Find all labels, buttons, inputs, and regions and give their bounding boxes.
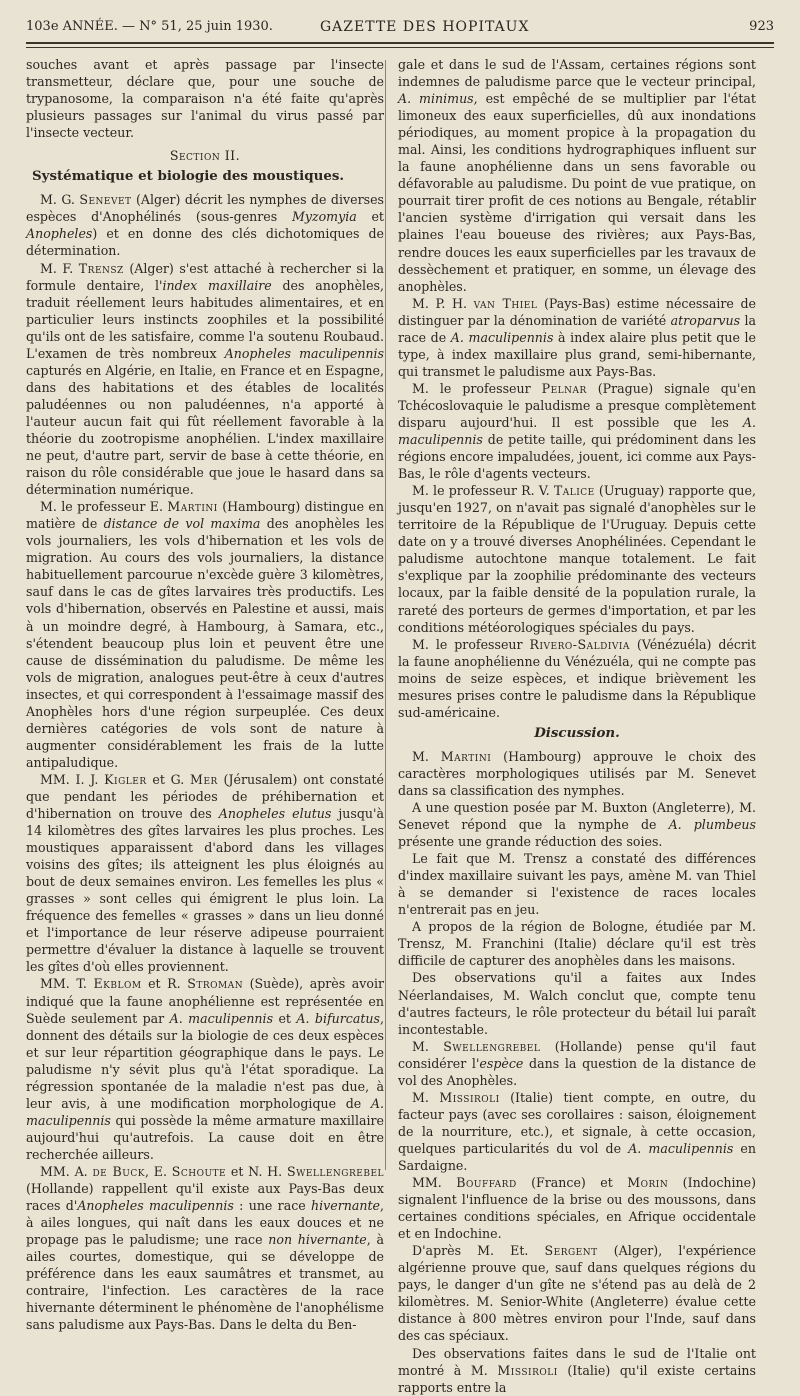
text-run: M. F. xyxy=(40,260,79,276)
italic-text: A. maculipennis xyxy=(169,1010,274,1026)
text-run: Mer xyxy=(190,771,218,787)
discussion-title: Discussion. xyxy=(534,724,620,741)
paragraph-van-thiel xyxy=(398,295,756,380)
text-run: Pelnar xyxy=(541,380,587,396)
text-run: (Jérusalem) ont constaté que pendant les périodes de préhibernation et d'hibernation on trouve des xyxy=(26,771,384,822)
text-run: en Sardaigne. xyxy=(398,1140,757,1173)
text-run: à index alaire plus petit que le type, à index maxillaire plus grand, semi-hibernante, qui transmet le paludisme aux Pays-Bas. xyxy=(398,329,757,379)
text-run: et N. H. xyxy=(226,1164,287,1179)
text-run: , est empêché de se multiplier par l'état limoneux des eaux superficielles, dû aux inondations périodiques, au moment propice à la propagation du mal. Ainsi, les conditions hydrographiques influent sur la faune anophélienne dans un sens favorable ou défavorable au paludisme. Du point de vue pratique, on pourrait tirer profit de ces notions au Bengale, rétablir l'ancien système d'irrigation qui versait dans les plaines l'eau boueuse des rivières; aux Pays-Bas, rendre douces les eaux superficielles par les travaux de dessèchement et pratiquer, en somme, un élevage des anophèles. xyxy=(398,91,756,294)
text-run: Martini xyxy=(440,748,492,764)
text-run: MM. xyxy=(412,1175,457,1191)
paragraph-martini xyxy=(26,498,384,771)
text-run: ) et en donne des clés dichotomiques de détermination. xyxy=(26,226,384,259)
italic-text: atroparvus xyxy=(670,312,741,328)
paragraph-continued: souches avant et après passage par l'insecte transmetteur, déclare que, pour une souche de trypanosome, la comparaison n'a été faite qu'après plusieurs passages sur l'animal du virus passé par l'insecte vecteur. xyxy=(26,57,384,141)
text-run: (Hollande) rappellent qu'il existe aux Pays-Bas deux races d' xyxy=(26,1181,384,1214)
page-header xyxy=(26,14,774,40)
paragraph-ekblom-stroman xyxy=(26,975,384,1163)
text-run: Missiroli xyxy=(497,1362,558,1378)
text-run: MM. I. J. xyxy=(40,771,105,787)
issue-info: 103e ANNÉE. — N° 51, 25 juin 1930. xyxy=(26,19,273,34)
text-run: Stroman xyxy=(187,976,244,992)
text-run: (Indochine) signalent l'influence de la brise ou des moussons, dans certaines conditions spéciales, en Afrique occidentale et en Indochine. xyxy=(398,1175,756,1242)
text-run: (Suède), après avoir indiqué que la faune anophélienne est représentée en Suède seulement par xyxy=(26,976,384,1026)
text-run: Missiroli xyxy=(439,1089,500,1105)
text-run: Swellengrebel xyxy=(286,1164,384,1179)
italic-text: Anopheles xyxy=(26,226,93,242)
text-run: M. G. xyxy=(40,192,80,208)
italic-text: A. plumbeus xyxy=(668,817,756,833)
text-run: des anophèles les vols journaliers, les vols d'hibernation et les vols de migration. Au cours des vols journaliers, la distance habituellement parcourue n'excède guère 3 kilomètres, sauf dans le cas de gîtes larvaires très productifs. Les vols d'hibernation, observés en Palestine et aussi, mais à un moindre degré, à Hambourg, à Samara, etc., s'étendent beaucoup plus loin et peuvent être une cause de dissémination du paludisme. De même les vols de migration, analogues peut-être à ceux d'autres insectes, et qui correspondent à l'essaimage massif des Anophèles hors d'une région surpeuplée. Ces deux dernières catégories de vols sont de nature à augmenter considérablement les frais de la lutte antipaludique. xyxy=(26,516,384,770)
italic-text: A. maculipennis xyxy=(450,329,554,345)
left-column xyxy=(26,56,384,1333)
text-run: : une race xyxy=(233,1198,311,1214)
paragraph-pelnar xyxy=(398,380,756,482)
text-run: M. P. H. xyxy=(412,295,474,311)
discussion-walch: Des observations qu'il a faites aux Indes Néerlandaises, M. Walch conclut que, compte tenu d'autres facteurs, le rôle protecteur du bétail lui paraît incontestable. xyxy=(398,970,756,1037)
text-run: Schoute xyxy=(171,1164,227,1179)
italic-text: distance de vol maxima xyxy=(103,516,261,532)
text-run: , à ailes longues, qui naît dans les eaux douces et ne propage pas le paludisme; une race xyxy=(26,1198,384,1248)
text-run: présente une grande réduction des soies. xyxy=(398,834,663,850)
text-run: dans la question de la distance de vol des Anophèles. xyxy=(398,1055,756,1088)
text-run: M. le professeur xyxy=(412,636,530,652)
text-run: MM. A. xyxy=(40,1164,93,1179)
italic-text: Anopheles maculipennis xyxy=(77,1198,234,1214)
text-run: (France) et xyxy=(516,1175,628,1191)
text-run: (Hambourg) approuve le choix des caractères morphologiques utilisés par M. Senevet dans sa classification des nymphes. xyxy=(398,748,757,798)
text-run: et xyxy=(273,1010,297,1026)
text-run: gale et dans le sud de l'Assam, certaines régions sont indemnes de paludisme parce que le vecteur principal, xyxy=(398,57,756,90)
paragraph-talice xyxy=(398,482,756,635)
italic-text: A. minimus xyxy=(398,91,474,107)
text-run: Ekblom xyxy=(93,976,142,992)
section-title: Section II. xyxy=(169,148,241,164)
italic-text: Anopheles elutus xyxy=(218,806,332,822)
text-run: van Thiel xyxy=(473,295,538,311)
italic-text: Anopheles maculipennis xyxy=(224,345,384,361)
text-run: , à ailes courtes, domestique, qui se développe de préférence dans les eaux saumâtres et transmet, au contraire, l'infection. Les caractères de la race hivernante déterminent le phénomène de l'anophélisme sans paludisme aux Pays-Bas. Dans le delta du Ben- xyxy=(26,1232,385,1333)
discussion-martini xyxy=(398,748,756,799)
paragraph-trensz xyxy=(26,260,384,499)
text-run: M. xyxy=(412,748,441,764)
text-run: (Hambourg) distingue en matière de xyxy=(26,499,384,532)
text-run: (Italie) tient compte, en outre, du facteur pays (avec ses corollaires : saison, éloignement de la nourriture, etc.), et signale, à cette occasion, quelques particularités du vol de xyxy=(398,1089,756,1156)
discussion-franchini: A propos de la région de Bologne, étudiée par M. Trensz, M. Franchini (Italie) déclare qu'il est très difficile de capturer des anophèles dans les maisons. xyxy=(398,919,756,969)
text-run: (Pays-Bas) estime nécessaire de distinguer par la dénomination de variété xyxy=(398,295,756,328)
text-run: Trensz xyxy=(78,260,124,276)
text-run: qui possède la même armature maxillaire aujourd'hui qu'autrefois. La cause doit en être recherchée ailleurs. xyxy=(26,1112,384,1162)
discussion-bouffard-morin xyxy=(398,1174,756,1242)
text-run: (Alger) décrit les nymphes de diverses espèces d'Anophélinés (sous-genres xyxy=(26,192,384,225)
text-run: (Prague) signale qu'en Tchécoslovaquie le paludisme a presque complètement disparu aujourd'hui. Il est possible que les xyxy=(398,380,756,430)
discussion-sergent xyxy=(398,1242,756,1344)
header-rule-thin xyxy=(26,47,774,48)
text-run: (Italie) qu'il existe certains rapports entre la xyxy=(398,1362,756,1395)
text-run: et R. xyxy=(141,976,188,992)
text-run: Bouffard xyxy=(456,1175,517,1191)
text-run: Morin xyxy=(627,1175,669,1191)
text-run: Des observations faites dans le sud de l'Italie ont montré à M. xyxy=(398,1345,756,1378)
column-divider xyxy=(385,60,386,1170)
text-run: M. le professeur E. xyxy=(40,499,168,515)
paragraph-bengale xyxy=(398,56,756,295)
text-run: Kigler xyxy=(104,771,147,787)
italic-text: non hivernante xyxy=(268,1232,367,1248)
journal-title: GAZETTE DES HOPITAUX xyxy=(320,19,530,35)
text-run: des anophèles, traduit réellement leurs habitudes alimentaires, et en particulier leurs instincts zoophiles et la possibilité qu'ils ont de les satisfaire, comme l'a soutenu Roubaud. L'examen de très nombreux xyxy=(26,277,384,361)
paragraph-kigler-mer xyxy=(26,771,384,976)
paragraph-de-buck xyxy=(26,1163,384,1333)
text-run: et xyxy=(356,209,384,225)
text-run: et G. xyxy=(146,771,191,787)
text-run: de Buck xyxy=(92,1164,145,1179)
italic-text: A. maculipennis xyxy=(26,1095,384,1128)
italic-text: index maxillaire xyxy=(162,277,272,293)
paragraph-rivero-saldivia xyxy=(398,636,756,721)
text-run: (Alger), l'expérience algérienne prouve que, sauf dans quelques régions du pays, le danger d'un gîte ne s'étend pas au delà de 2 kilomètres. M. Senior-White (Angleterre) évalue cette distance à 800 mètres environ pour l'Inde, sauf dans des cas spéciaux. xyxy=(398,1243,756,1344)
text-run: A une question posée par M. Buxton (Angleterre), M. Senevet répond que la nymphe de xyxy=(398,800,756,833)
text-run: la race de xyxy=(398,312,756,345)
italic-text: A. bifurcatus xyxy=(296,1010,380,1026)
italic-text: hivernante xyxy=(311,1198,380,1214)
discussion-missiroli-italy xyxy=(398,1345,756,1396)
text-run: MM. T. xyxy=(40,976,94,992)
text-run: jusqu'à 14 kilomètres des gîtes larvaires les plus proches. Les moustiques apparaissent d'abord dans les villages voisins des gîtes; ils atteignent les plus éloignés au bout de deux semaines environ. Les femelles les plus « grasses » sont celles qui émigrent le plus loin. La fréquence des femelles « grasses » dans un lieu donné et l'importance de leur réserve adipeuse pourraient permettre d'évaluer la distance à laquelle se trouvent les gîtes d'où elles proviennent. xyxy=(26,806,385,975)
text-run: de petite taille, qui prédominent dans les régions encore impaludées, jouent, ici comme aux Pays-Bas, le rôle d'agents vecteurs. xyxy=(398,432,756,482)
text-run: Senevet xyxy=(79,192,132,208)
text-run: M. xyxy=(412,1038,444,1054)
discussion-swellengrebel xyxy=(398,1038,756,1089)
text-run: M. le professeur xyxy=(412,380,542,396)
discussion-missiroli xyxy=(398,1089,756,1174)
header-rule-thick xyxy=(26,42,774,44)
text-run: M. le professeur R. V. xyxy=(412,483,554,499)
text-run: Rivero-Saldivia xyxy=(529,636,630,652)
text-run: (Uruguay) rapporte que, jusqu'en 1927, on n'avait pas signalé d'anophèles sur le territoire de la République de l'Uruguay. Depuis cette date on y a trouvé diverses Anophélinées. Cependant le paludisme autochtone manque totalement. Le fait s'explique par la zoophilie prédominante des vecteurs locaux, par la faible densité de la population rurale, la rareté des porteurs de germes d'importation, et par les conditions météorologiques spéciales du pays. xyxy=(398,483,756,635)
text-run: Sergent xyxy=(544,1243,598,1259)
page-number: 923 xyxy=(749,19,774,34)
italic-text: Myzomyia xyxy=(291,209,357,225)
text-run: Martini xyxy=(167,499,218,515)
text-run: Talice xyxy=(553,483,595,499)
text-run: , E. xyxy=(144,1164,172,1179)
text-run: (Hollande) pense qu'il faut considérer l' xyxy=(398,1038,756,1071)
text-run: capturés en Algérie, en Italie, en France et en Espagne, dans des habitations et des étables de localités paludéennes ou non paludéennes, n'a apporté à l'auteur aucun fait qui fût réellement favorable à la théorie du zootropisme anophélien. L'index maxillaire ne peut, d'autre part, servir de base à cette théorie, en raison du rôle considérable que joue le hasard dans sa détermination numérique. xyxy=(26,362,384,498)
text-run: D'après M. Et. xyxy=(412,1243,545,1259)
right-column xyxy=(398,56,756,1396)
text-run: M. xyxy=(412,1089,440,1105)
text-run: Swellengrebel xyxy=(443,1038,541,1054)
italic-text: A. maculipennis xyxy=(628,1140,734,1156)
subsection-title: Systématique et biologie des moustiques. xyxy=(32,168,345,185)
italic-text: espèce xyxy=(479,1055,524,1071)
text-run: , donnent des détails sur la biologie de ces deux espèces et sur leur répartition géographique dans le pays. Le paludisme n'y sévit plus qu'à l'état sporadique. La régression spontanée de la maladie n'est pas due, à leur avis, à une modification morphologique de xyxy=(26,1010,384,1111)
text-run: (Alger) s'est attaché à rechercher si la formule dentaire, l' xyxy=(26,260,385,293)
discussion-trensz: Le fait que M. Trensz a constaté des différences d'index maxillaire suivant les pays, amène M. van Thiel à se demander si l'existence de races locales n'entrerait pas en jeu. xyxy=(398,851,756,918)
text-run: (Vénézuéla) décrit la faune anophélienne du Vénézuéla, qui ne compte pas moins de seize espèces, et indique brièvement les mesures prises contre le paludisme dans la République sud-américaine. xyxy=(398,636,756,720)
paragraph-senevet xyxy=(26,191,384,259)
italic-text: A. maculipennis xyxy=(398,414,756,448)
discussion-buxton xyxy=(398,799,756,850)
